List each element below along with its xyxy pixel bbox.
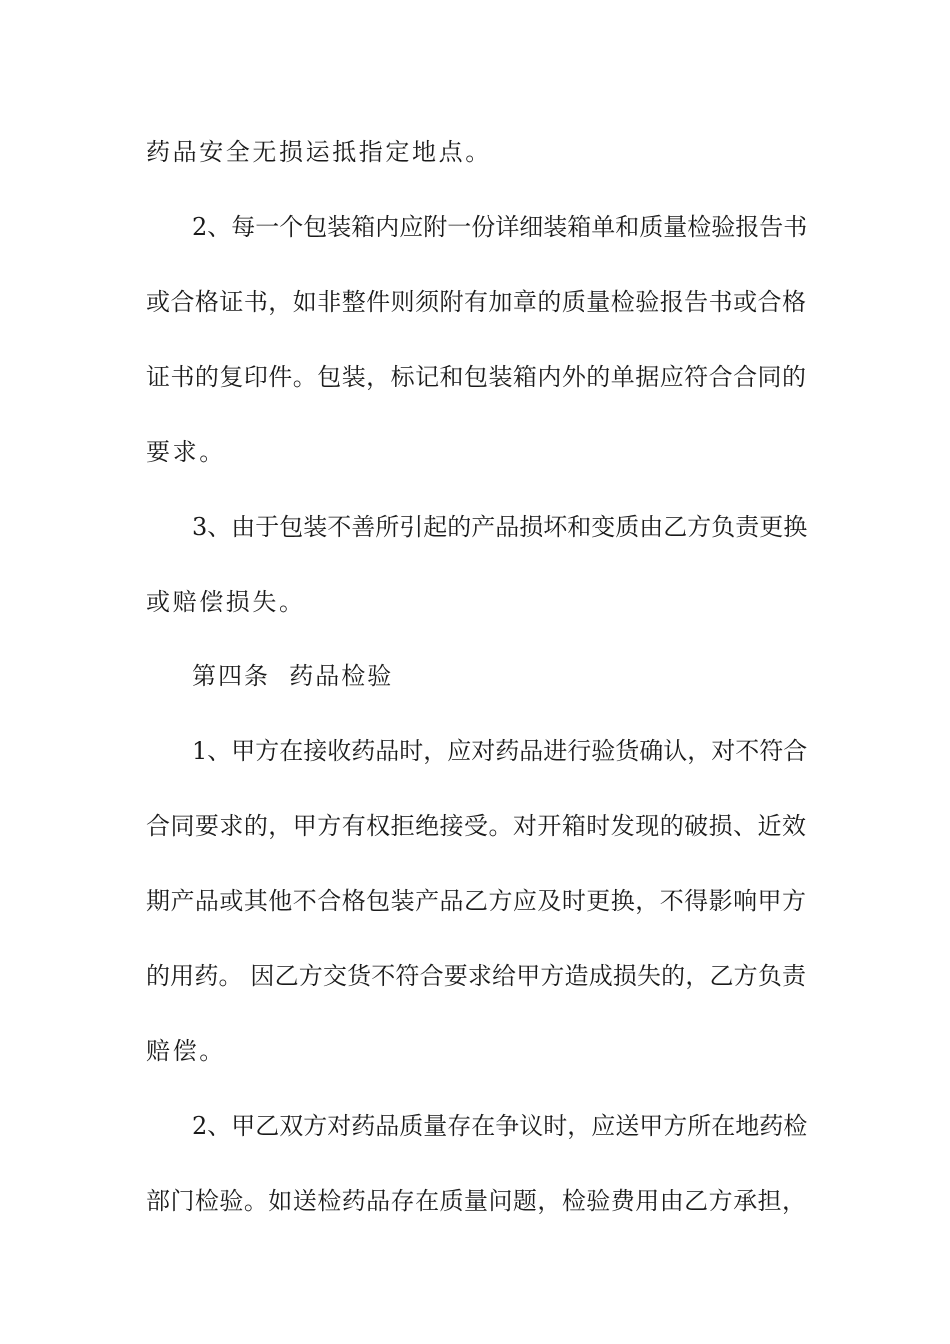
paragraph-line: 1、甲方在接收药品时，应对药品进行验货确认，对不符合 (192, 737, 808, 765)
paragraph-line: 部门检验。如送检药品存在质量问题，检验费用由乙方承担， (146, 1187, 806, 1215)
paragraph-line: 的用药。 因乙方交货不符合要求给甲方造成损失的，乙方负责 (146, 962, 806, 990)
paragraph-line: 或合格证书，如非整件则须附有加章的质量检验报告书或合格 (146, 288, 806, 316)
paragraph-line: 期产品或其他不合格包装产品乙方应及时更换，不得影响甲方 (146, 887, 806, 915)
paragraph-line: 赔偿。 (146, 1037, 226, 1065)
paragraph-line: 2、甲乙双方对药品质量存在争议时，应送甲方所在地药检 (192, 1112, 808, 1140)
paragraph-line: 2、每一个包装箱内应附一份详细装箱单和质量检验报告书 (192, 213, 808, 241)
paragraph-line: 3、由于包装不善所引起的产品损坏和变质由乙方负责更换 (192, 513, 808, 541)
paragraph-line: 药品安全无损运抵指定地点。 (146, 138, 492, 166)
paragraph-line: 或赔偿损失。 (146, 588, 306, 616)
paragraph-line: 要求。 (146, 438, 226, 466)
section-heading: 第四条 药品检验 (192, 662, 394, 690)
paragraph-line: 证书的复印件。包装，标记和包装箱内外的单据应符合合同的 (146, 363, 806, 391)
paragraph-line: 合同要求的，甲方有权拒绝接受。对开箱时发现的破损、近效 (146, 812, 806, 840)
